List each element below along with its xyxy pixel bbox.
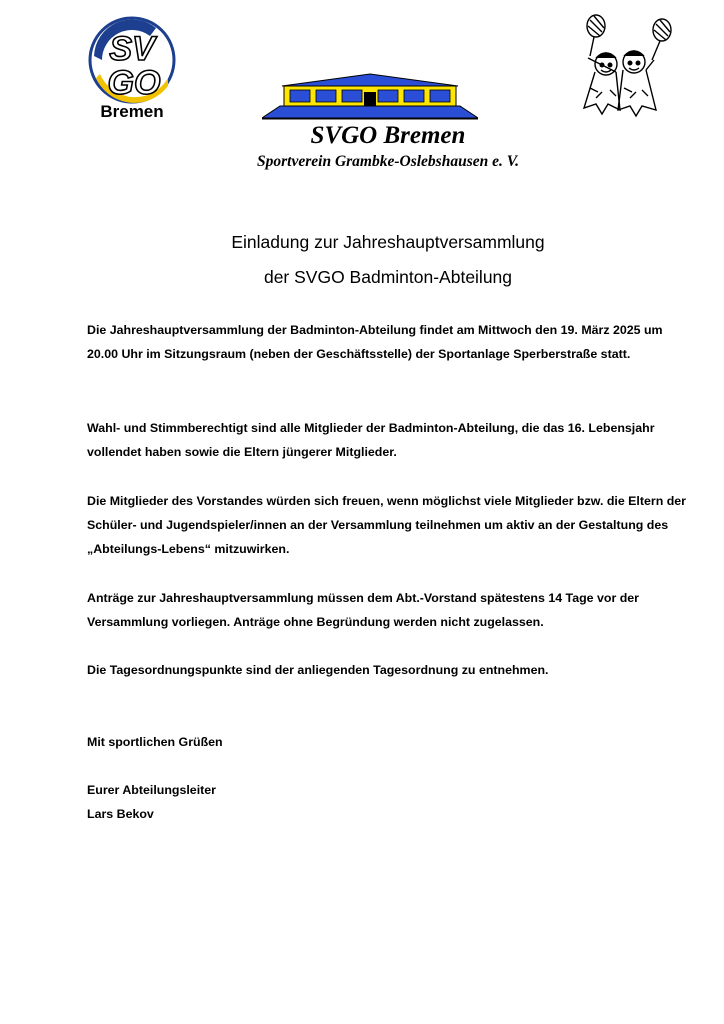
paragraph-agenda: Die Tagesordnungspunkte sind der anliegenden Tagesordnung zu entnehmen. — [87, 663, 549, 677]
sports-hall-illustration — [262, 72, 478, 120]
signature-name: Lars Bekov — [87, 807, 154, 821]
logo-letters-bottom: GO — [107, 64, 161, 102]
club-subtitle: Sportverein Grambke-Oslebshausen e. V. — [257, 153, 519, 170]
svgo-club-logo — [86, 16, 178, 120]
club-name: SVGO Bremen — [310, 122, 466, 149]
signature-role: Eurer Abteilungsleiter — [87, 783, 216, 797]
invitation-title-line2: der SVGO Badminton-Abteilung — [263, 267, 513, 287]
paragraph-motions: Anträge zur Jahreshauptversammlung müssen dem Abt.-Vorstand spätestens 14 Tage vor der Versammlung vorliegen. Anträge ohne Begründung werden nicht zugelassen. — [87, 591, 639, 629]
paragraph-participation: Die Mitglieder des Vorstandes würden sich freuen, wenn möglichst viele Mitglieder bzw. die Eltern der Schüler- und Jugendspieler/innen an der Versammlung teilnehmen um aktiv an der Gestaltung des „Abteilungs-Lebens“ mitzuwirken. — [87, 494, 687, 556]
logo-letters-top: SV — [109, 30, 155, 68]
logo-city: Bremen — [100, 102, 164, 120]
paragraph-voting-rights: Wahl- und Stimmberechtigt sind alle Mitglieder der Badminton-Abteilung, die das 16. Lebensjahr vollendet haben sowie die Eltern jüngerer Mitglieder. — [87, 421, 655, 459]
closing-greeting: Mit sportlichen Grüßen — [87, 735, 223, 749]
paragraph-meeting-date: Die Jahreshauptversammlung der Badminton-Abteilung findet am Mittwoch den 19. März 2025 um 20.00 Uhr im Sitzungsraum (neben der Geschäftsstelle) der Sportanlage Sperberstraße statt. — [87, 323, 663, 361]
invitation-title-line1: Einladung zur Jahreshauptversammlung — [231, 232, 545, 252]
shuttlecock-mascots-illustration — [566, 12, 684, 118]
